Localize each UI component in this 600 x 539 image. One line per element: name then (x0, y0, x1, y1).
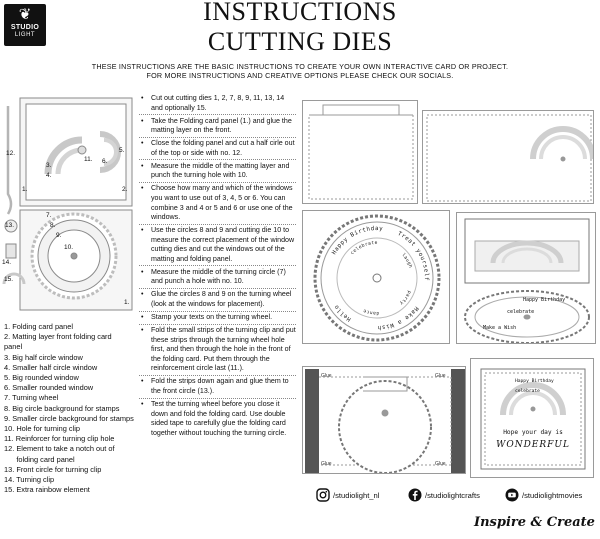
page-title-line-1: INSTRUCTIONS (203, 0, 397, 26)
wheel-text-party: party (398, 289, 412, 306)
wheel-text-hello: Hello (333, 303, 353, 322)
glue-label-bl: Glue (321, 461, 332, 467)
brand-line-1: STUDIO (10, 24, 40, 31)
card-text-line-2: WONDERFUL (496, 440, 570, 450)
die-label-9: 9. (56, 232, 62, 239)
step-item: • Use the circles 8 and 9 and cutting die 10 to measure the correct placement of the window cutting dies and cut the windows out of the matting and folding panel. (140, 226, 296, 264)
assembled-wheel-text-1: Happy Birthday (523, 297, 566, 303)
tagline: Inspire & Create (474, 515, 595, 530)
legend-item: 4. Smaller half circle window (4, 362, 98, 372)
svg-text:laugh (400, 252, 413, 269)
die-label-2: 2. (122, 186, 128, 193)
legend-item: folding card panel (4, 454, 75, 464)
instagram-handle[interactable]: /studiolight_nl (333, 490, 380, 500)
svg-text:celebrate (350, 240, 378, 256)
step-item: • Stamp your texts on the turning wheel. (140, 313, 296, 323)
step-item: • Test the turning wheel before you close it down and fold the folding card. Use double sided tape to carefully glue the folding card together without touching the turning circle. (140, 400, 296, 438)
wheel-text-laugh: laugh (400, 252, 413, 270)
step-item: • Glue the circles 8 and 9 on the turning wheel (look at the windows for placement). (140, 290, 296, 309)
assembled-wheel-text-2: celebrate (507, 309, 535, 315)
social-youtube[interactable] (505, 488, 582, 502)
social-facebook[interactable] (408, 488, 480, 502)
legend-item: panel (4, 342, 23, 352)
assembled-card-diagram (456, 212, 596, 344)
legend-item: 15. Extra rainbow element (4, 485, 90, 495)
social-instagram[interactable] (316, 488, 379, 502)
page-title-line-2: CUTTING DIES (207, 27, 393, 56)
step-item: • Cut out cutting dies 1, 2, 7, 8, 9, 11, 13, 14 and optionally 15. (140, 94, 296, 113)
wheel-text-treat-yourself: Treat yourself (396, 230, 430, 282)
svg-text:party (398, 290, 411, 306)
die-label-5: 5. (119, 147, 125, 154)
legend-item: 9. Smaller circle background for stamps (4, 413, 134, 423)
legend-item: 12. Element to take a notch out of (4, 444, 115, 454)
die-label-10: 10. (64, 244, 74, 251)
card-text-line-1: Hope your day is (503, 429, 563, 436)
turning-wheel-diagram (302, 210, 450, 344)
glue-label-br: Glue (435, 461, 446, 467)
glue-label-tl: Glue (321, 373, 332, 379)
die-label-14: 14. (2, 259, 12, 266)
legend-item: 7. Turning wheel (4, 393, 59, 403)
assembled-wheel-text-3: Make a Wish (483, 325, 517, 331)
glue-label-tr: Glue (435, 373, 446, 379)
wheel-text-celebrate: celebrate (350, 240, 378, 257)
wheel-text-happy-birthday: Happy Birthday (331, 225, 384, 256)
step-item: • Measure the middle of the turning circle (7) and punch a hole with no. 10. (140, 268, 296, 287)
die-legend-list (4, 322, 138, 495)
step-item: • Close the folding panel and cut a half cirle out of the top or side with no. 12. (140, 139, 296, 158)
legend-item: 2. Matting layer front folding card (4, 332, 112, 342)
die-label-1: 1. (22, 186, 28, 193)
dies-overview-illustration (2, 94, 136, 314)
legend-item: 8. Big circle background for stamps (4, 403, 120, 413)
instagram-icon (316, 488, 330, 502)
die-label-13: 13. (5, 222, 15, 229)
butterfly-icon: ❦ (18, 6, 32, 23)
die-label-11: 11. (84, 156, 93, 163)
legend-item: 11. Reinforcer for turning clip hole (4, 434, 115, 444)
facebook-icon (408, 488, 422, 502)
legend-item: 13. Front circle for turning clip (4, 464, 102, 474)
finished-card-diagram (470, 358, 594, 478)
die-label-4: 4. (46, 172, 52, 179)
svg-text:Hello (334, 303, 353, 322)
die-label-15: 15. (4, 276, 14, 283)
finished-wheel-text-1: Happy Birthday (515, 379, 554, 384)
step-item: • Fold the small strips of the turning clip and put these strips through the turning wheel hole first, and then through the hole in the front of the folding card. Put them through the reinforcement circle last (11.). (140, 326, 296, 374)
legend-item: 5. Big rounded window (4, 373, 79, 383)
svg-text:dance (363, 307, 380, 316)
legend-item: 3. Big half circle window (4, 352, 83, 362)
legend-item: 10. Hole for turning clip (4, 424, 80, 434)
step-item: • Fold the strips down again and glue them to the front circle (13.). (140, 377, 296, 396)
brand-line-2: LIGHT (14, 32, 36, 38)
legend-item: 1. Folding card panel (4, 322, 74, 331)
step-item: • Choose how many and which of the windows you want to use out of 3, 4, 5 or 6. You can combine 3 and 4 or 5 and 6 or use one of the windows. (140, 184, 296, 222)
facebook-handle[interactable]: /studiolightcrafts (425, 490, 480, 500)
wheel-text-dance: dance (362, 307, 380, 316)
legend-item: 14. Turning clip (4, 475, 55, 485)
subtitle-line-1: THESE INSTRUCTIONS ARE THE BASIC INSTRUCTIONS TO CREATE YOUR OWN INTERACTIVE CARD OR PROJECT. (91, 62, 509, 71)
finished-wheel-text-2: celebrate (515, 389, 540, 394)
youtube-handle[interactable]: /studiolightmovies (522, 490, 583, 500)
wheel-text-make-a-wish: Make a Wish (376, 304, 420, 331)
step-item: • Take the Folding card panel (1.) and glue the matting layer on the front. (140, 117, 296, 136)
glue-layout-diagram (302, 366, 466, 474)
youtube-icon (505, 488, 519, 502)
die-label-7: 7. (46, 212, 52, 219)
folding-card-panel-diagram (302, 100, 418, 204)
matting-rainbow-diagram (422, 110, 594, 204)
die-label-12: 12. (6, 150, 16, 157)
die-label-3: 3. (46, 162, 52, 169)
step-item: • Measure the middle of the matting layer and punch the turning hole with 10. (140, 162, 296, 181)
subtitle-line-2: FOR MORE INSTRUCTIONS AND CREATIVE OPTIONS PLEASE CHECK OUR SOCIALS. (146, 71, 454, 80)
instruction-steps (140, 94, 296, 442)
legend-item: 6. Smaller rounded window (4, 383, 94, 393)
die-label-8: 8. (50, 222, 56, 229)
die-label-1b: 1. (124, 299, 130, 306)
die-label-6: 6. (102, 158, 108, 165)
